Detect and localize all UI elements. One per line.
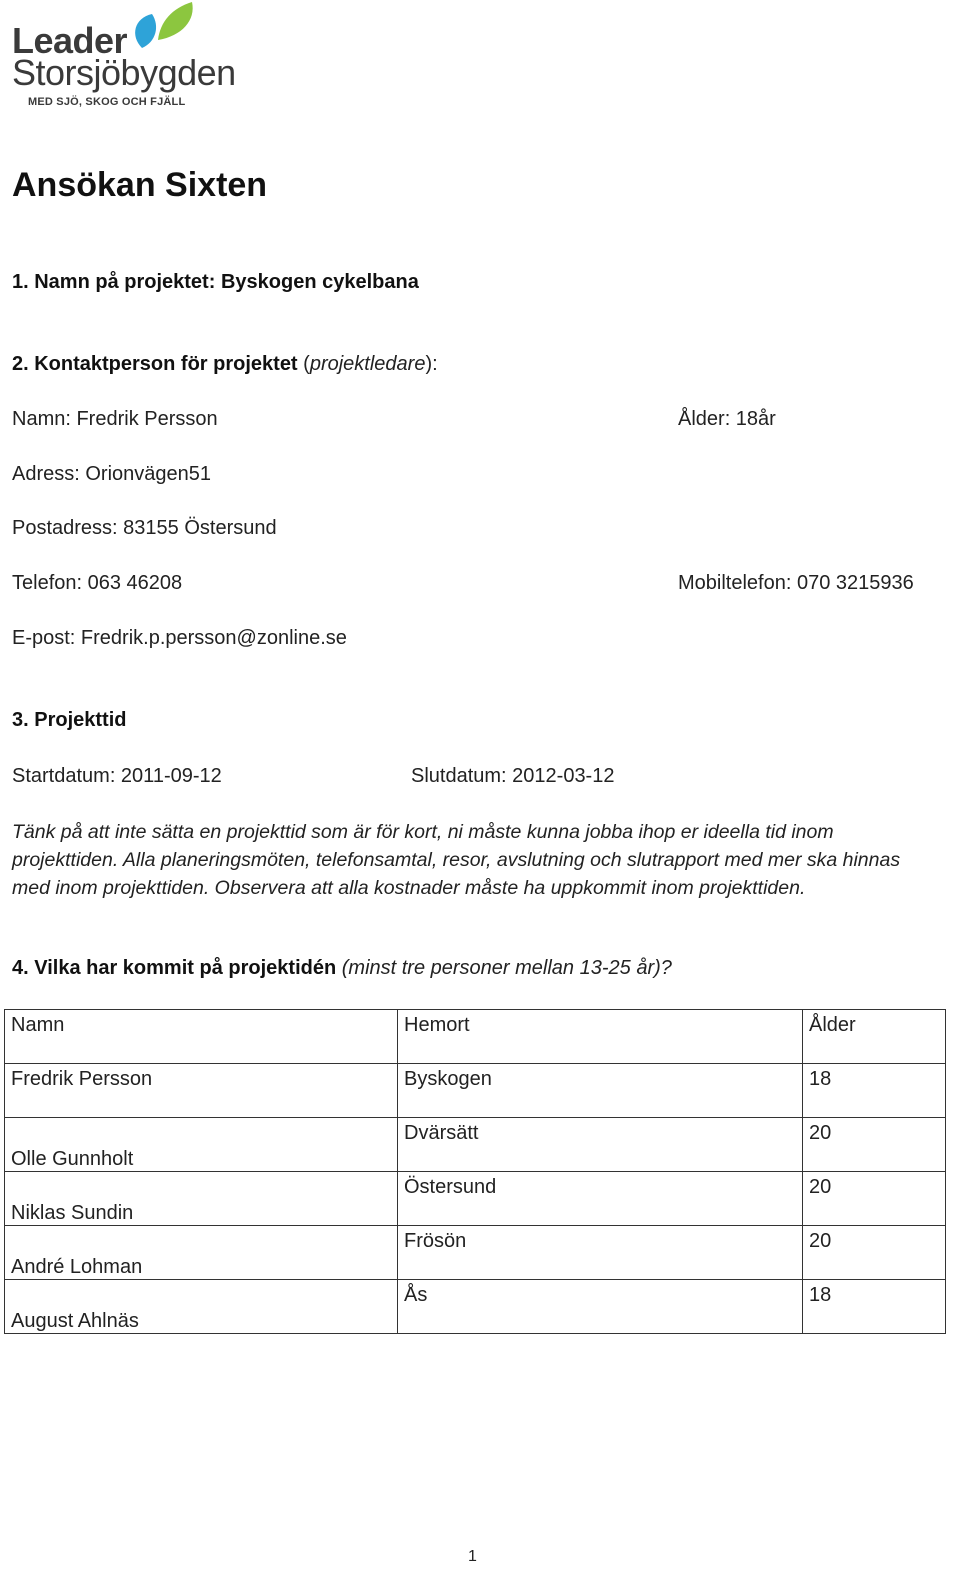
section3-heading: 3. Projekttid [12, 709, 127, 731]
row-hometown: Byskogen [404, 1068, 492, 1090]
section4-heading-text: 4. Vilka har kommit på projektidén [12, 957, 337, 979]
table-row [5, 1118, 946, 1172]
section1-label: 1. Namn på projektet: [12, 271, 216, 293]
section2-paren-close: ): [425, 353, 438, 375]
row-name: Niklas Sundin [11, 1202, 134, 1224]
section2-heading-italic: projektledare [309, 353, 426, 375]
contact-phone: Telefon: 063 46208 [12, 572, 183, 594]
section1-line [12, 271, 419, 294]
page-title: Ansökan Sixten [12, 166, 268, 204]
start-date: Startdatum: 2011-09-12 [12, 765, 222, 787]
logo-tagline: MED SJÖ, SKOG OCH FJÄLL [28, 96, 186, 108]
row-name: André Lohman [11, 1256, 143, 1278]
contact-name: Namn: Fredrik Persson [12, 408, 218, 430]
logo-line1: Leader [12, 20, 128, 61]
participants-table [4, 1009, 946, 1334]
row-name: Fredrik Persson [11, 1068, 153, 1090]
contact-postal: Postadress: 83155 Östersund [12, 517, 277, 539]
table-row [5, 1172, 946, 1226]
page-number: 1 [468, 1548, 477, 1565]
section4-heading-italic: (minst tre personer mellan 13-25 år)? [336, 957, 672, 979]
section2-heading-text: 2. Kontaktperson för projektet [12, 353, 298, 375]
logo-line2: Storsjöbygden [12, 52, 236, 93]
row-hometown: Dvärsätt [404, 1122, 479, 1144]
leader-logo [10, 0, 250, 115]
row-age: 18 [809, 1284, 832, 1306]
project-time-note: Tänk på att inte sätta en projekttid som är för kort, ni måste kunna jobba ihop er ideella tid inom projekttiden. Alla planeringsmöten, telefonsamtal, resor, avslutning och slutrapport med mer ska hinnas med inom projekttiden. Observera att alla kostnader måste ha uppkommit inom projekttiden. [12, 821, 901, 899]
row-age: 20 [809, 1230, 832, 1252]
section4-heading [12, 957, 672, 980]
row-hometown: Östersund [404, 1176, 497, 1198]
row-hometown: Ås [404, 1284, 428, 1306]
row-age: 18 [809, 1068, 832, 1090]
section2-paren-open: ( [297, 353, 310, 375]
row-age: 20 [809, 1122, 832, 1144]
header-name: Namn [11, 1014, 65, 1036]
contact-mobile: Mobiltelefon: 070 3215936 [678, 572, 914, 594]
table-row [5, 1280, 946, 1334]
header-age: Ålder [809, 1014, 856, 1036]
table-row [5, 1064, 946, 1118]
row-name: Olle Gunnholt [11, 1148, 134, 1170]
table-header-row [5, 1010, 946, 1064]
section2-heading [12, 353, 438, 376]
row-hometown: Frösön [404, 1230, 467, 1252]
end-date: Slutdatum: 2012-03-12 [411, 765, 615, 787]
row-name: August Ahlnäs [11, 1310, 139, 1332]
contact-email: E-post: Fredrik.p.persson@zonline.se [12, 627, 347, 649]
section1-value: Byskogen cykelbana [220, 271, 419, 293]
header-hometown: Hemort [404, 1014, 470, 1036]
contact-age: Ålder: 18år [678, 408, 776, 430]
row-age: 20 [809, 1176, 832, 1198]
table-row [5, 1226, 946, 1280]
contact-address: Adress: Orionvägen51 [12, 463, 212, 485]
